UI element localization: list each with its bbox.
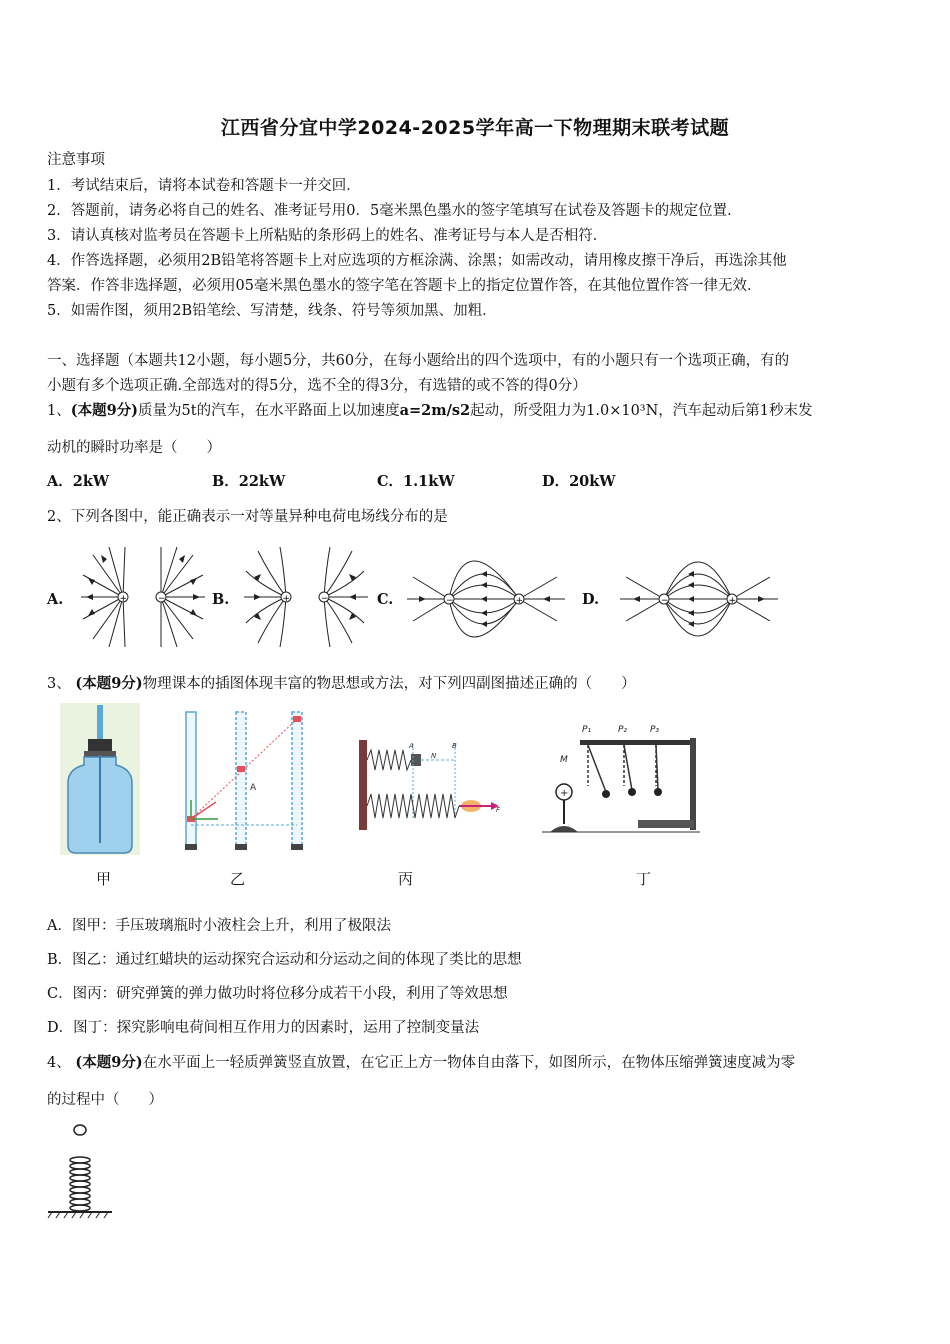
question-1-stem-line2: 动机的瞬时功率是（ ） — [47, 440, 221, 456]
notice-item: 5．如需作图，须用2B铅笔绘、写清楚，线条、符号等须加黑、加粗． — [47, 303, 497, 319]
figure-label-f: F — [496, 806, 501, 814]
field-diagram-c — [405, 553, 567, 645]
svg-text:+: + — [282, 594, 291, 604]
q3-option-c[interactable] — [47, 984, 508, 1004]
figure-label-b-mark: B — [452, 742, 457, 750]
q1-option-b[interactable]: B．22kW — [212, 473, 286, 490]
question-4-stem — [47, 1053, 795, 1073]
option-text: B．图乙：通过红蜡块的运动探究合运动和分运动之间的体现了类比的思想 — [47, 952, 522, 968]
caption-bing: 丙 — [398, 870, 414, 888]
notice-item: 3．请认真核对监考员在答题卡上所粘贴的条形码上的姓名、准考证号与本人是否相符． — [47, 228, 608, 244]
question-number: 4、 — [47, 1055, 71, 1071]
field-diagram-b — [240, 545, 372, 649]
option-text: D．图丁：探究影响电荷间相互作用力的因素时，运用了控制变量法 — [47, 1020, 480, 1036]
figure-label-a-mark: A — [409, 742, 414, 750]
figure-ding-pendulums — [540, 720, 705, 840]
figure-label-n: N — [431, 752, 437, 760]
question-2-stem: 2、下列各图中，能正确表示一对等量异种电荷电场线分布的是 — [47, 509, 448, 525]
caption-ding: 丁 — [636, 870, 652, 888]
figure-spring-ball — [44, 1120, 116, 1220]
figure-label-a: A — [250, 783, 257, 793]
svg-text:+: + — [728, 596, 737, 606]
acceleration-value: a=2m/s2 — [399, 402, 471, 419]
figure-label-p1: P₁ — [582, 725, 592, 735]
q3-option-a[interactable] — [47, 916, 391, 936]
svg-text:−: − — [446, 596, 454, 606]
svg-text:+: + — [119, 594, 128, 604]
question-3-stem — [47, 674, 636, 694]
question-number: 3、 — [47, 676, 71, 692]
svg-text:−: − — [321, 594, 329, 604]
field-diagram-d — [618, 553, 780, 645]
q2-option-c[interactable]: C. — [377, 591, 394, 608]
figure-label-m: M — [560, 755, 568, 765]
svg-text:−: − — [158, 594, 166, 604]
question-1-stem — [47, 401, 813, 421]
score-tag: (本题9分) — [75, 675, 143, 692]
page-title: 江西省分宜中学2024-2025学年高一下物理期末联考试题 — [220, 117, 730, 139]
svg-text:−: − — [661, 596, 669, 606]
svg-text:+: + — [560, 788, 569, 799]
stem-text: 起动，所受阻力为1.0×10³N，汽车起动后第1秒末发 — [470, 403, 813, 419]
figure-label-p2: P₂ — [618, 725, 628, 735]
caption-jia: 甲 — [96, 870, 112, 888]
q1-option-a[interactable]: A．2kW — [47, 473, 110, 490]
notice-item: 答案．作答非选择题，必须用05毫米黑色墨水的签字笔在答题卡上的指定位置作答，在其他位置作答一律无效． — [47, 278, 762, 294]
figure-bing-springs — [355, 740, 505, 830]
q1-option-d[interactable]: D．20kW — [542, 473, 616, 490]
question-number: 1、 — [47, 403, 71, 419]
q1-option-c[interactable]: C．1.1kW — [377, 473, 455, 490]
question-4-stem-line2: 的过程中（ ） — [47, 1092, 163, 1108]
figure-yi-tubes — [178, 708, 308, 853]
notice-item: 1．考试结束后，请将本试卷和答题卡一并交回． — [47, 178, 361, 194]
q2-option-b[interactable]: B. — [212, 591, 230, 608]
figure-label-p3: P₃ — [650, 725, 660, 735]
stem-text: 在水平面上一轻质弹簧竖直放置，在它正上方一物体自由落下，如图所示，在物体压缩弹簧速度减为零 — [142, 1055, 796, 1071]
figure-jia-bottle — [60, 703, 140, 855]
score-tag: (本题9分) — [70, 402, 139, 419]
option-text: C．图丙：研究弹簧的弹力做功时将位移分成若干小段，利用了等效思想 — [47, 986, 508, 1002]
q3-option-d[interactable] — [47, 1018, 479, 1038]
stem-text: 物理课本的插图体现丰富的物思想或方法，对下列四副图描述正确的（ ） — [142, 676, 636, 692]
stem-text: 质量为5t的汽车，在水平路面上以加速度 — [138, 403, 400, 419]
notice-item: 2．答题前，请务必将自己的姓名、准考证号用0．5毫米黑色墨水的签字笔填写在试卷及答题卡的规定位置． — [47, 203, 742, 219]
q3-option-b[interactable] — [47, 950, 522, 970]
option-text: A．图甲：手压玻璃瓶时小液柱会上升，利用了极限法 — [47, 918, 391, 934]
q2-option-d[interactable]: D. — [582, 591, 600, 608]
section-instructions: 小题有多个选项正确.全部选对的得5分，选不全的得3分，有选错的或不答的得0分） — [47, 378, 587, 394]
section-instructions: 一、选择题（本题共12小题，每小题5分，共60分，在每小题给出的四个选项中，有的小题只有一个选项正确，有的 — [47, 353, 790, 369]
svg-text:+: + — [515, 596, 524, 606]
caption-yi: 乙 — [230, 870, 246, 888]
field-diagram-a — [77, 545, 209, 649]
notice-heading: 注意事项 — [47, 152, 105, 168]
notice-item: 4．作答选择题，必须用2B铅笔将答题卡上对应选项的方框涂满、涂黑；如需改动，请用橡皮擦干净后，再选涂其他 — [47, 253, 787, 269]
score-tag: (本题9分) — [75, 1054, 143, 1071]
q2-option-a[interactable]: A. — [47, 591, 64, 608]
